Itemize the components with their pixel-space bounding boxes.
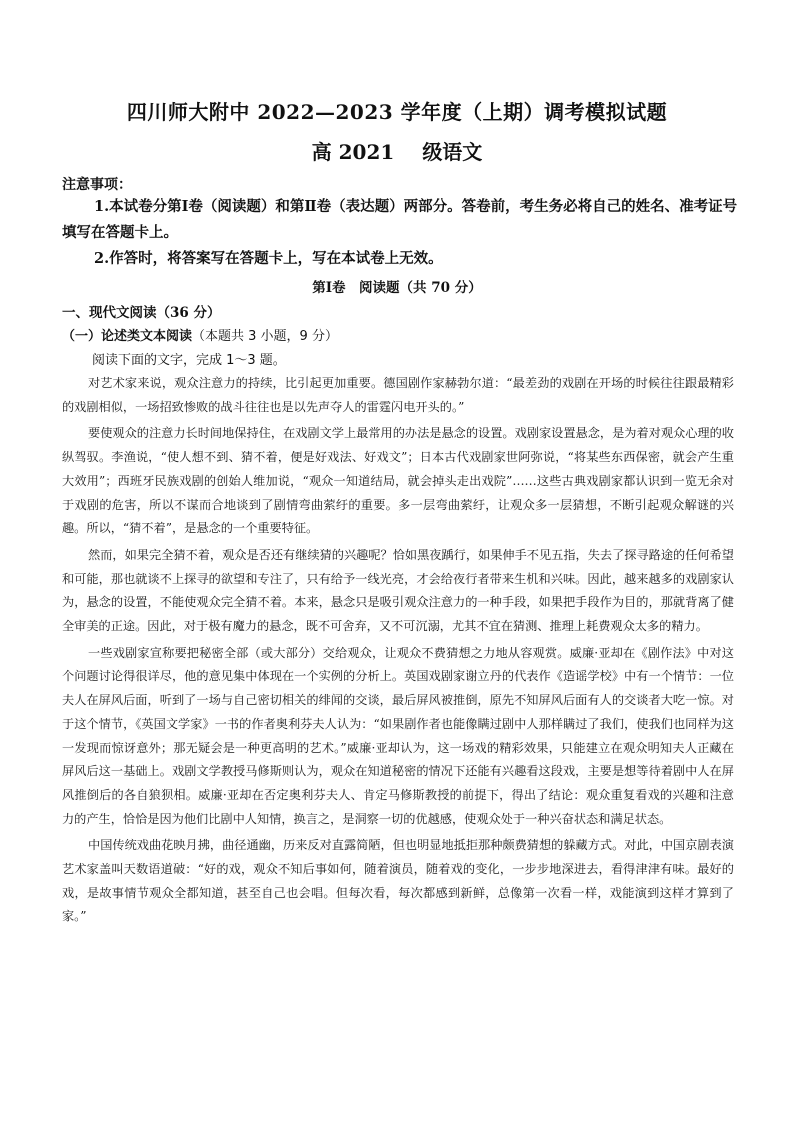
notes-heading: 注意事项： (62, 177, 132, 193)
instruction-text: 阅读下面的文字，完成 1～3 题。 (92, 353, 286, 368)
part-heading: 第Ⅰ卷 阅读题（共 70 分） (312, 280, 482, 296)
passage-paragraph: 中国传统戏曲花映月拂，曲径通幽，历来反对直露简陋，但也明显地抵拒那种颇费猜想的躲藏方式。对此，中国京剧表演艺术家盖叫天数语道破：“好的戏，观众不知后事如何，随着演员，随着戏的变化，一步步地深进去，看得津津有味。最好的戏，是故事情节观众全都知道，甚至自己也会唱。但每次看，每次都感到新鲜，总像第一次看一样，戏能演到这样才算到了家。” (62, 838, 734, 924)
passage-paragraph: 一些戏剧家宣称要把秘密全部（或大部分）交给观众，让观众不费猜想之力地从容观赏。威廉·亚却在《剧作法》中对这个问题讨论得很详尽，他的意见集中体现在一个实例的分析上。英国戏剧家谢立丹的代表作《造谣学校》中有一个情节：一位夫人在屏风后面，听到了一场与自己密切相关的绯闻的交谈，最后屏风被推倒，原先不知屏风后面有人的交谈者大吃一惊。对于这个情节，《英国文学家》一书的作者奥利芬夫人认为：“如果剧作者也能像瞒过剧中人那样瞒过了我们，使我们也同样为这一发现而惊讶意外；那无疑会是一种更高明的艺术。”威廉·亚却认为，这一场戏的精彩效果，只能建立在观众明知夫人正藏在屏风后这一基础上。戏剧文学教授马修斯则认为，观众在知道秘密的情况下还能有兴趣看这段戏，主要是想等待着剧中人在屏风推倒后的各自狼狈相。威廉·亚却在否定奥利芬夫人、肯定马修斯教授的前提下，得出了结论：观众重复看戏的兴趣和注意力的产生，恰恰是因为他们比剧中人知情，换言之，是洞察一切的优越感，使观众处于一种兴奋状态和满足状态。 (62, 645, 734, 826)
page-title: 四川师大附中 2022—2023 学年度（上期）调考模拟试题 (126, 100, 668, 124)
note-item-2: 2.作答时，将答案写在答题卡上，写在本试卷上无效。 (94, 250, 443, 267)
subsection-heading (62, 325, 338, 344)
subject-label: 级语文 (422, 140, 483, 164)
subsection-title: （一）论述类文本阅读 (62, 329, 193, 344)
reading-passage (62, 372, 734, 932)
passage-paragraph: 要使观众的注意力长时间地保持住，在戏剧文学上最常用的办法是悬念的设置。戏剧家设置悬念，是为着对观众心理的收纵驾驭。李渔说，“使人想不到、猜不着，便是好戏法、好戏文”；日本古代戏剧家世阿弥说，“将某些东西保密，就会产生重大效用”；西班牙民族戏剧的创始人维加说，“观众一知道结局，就会掉头走出戏院”……这些古典戏剧家都认识到一览无余对于戏剧的危害，所以不谋而合地谈到了剧情弯曲萦纡的重要。多一层弯曲萦纡，让观众多一层猜想，不断引起观众解谜的兴趣。所以，“猜不着”，是悬念的一个重要特征。 (62, 426, 734, 536)
page-subtitle (0, 136, 794, 165)
note-item-1: 1.本试卷分第Ⅰ卷（阅读题）和第Ⅱ卷（表达题）两部分。答卷前，考生务必将自己的姓名、准考证号填写在答题卡上。 (62, 198, 738, 241)
grade-label: 高 2021 (311, 140, 395, 164)
section-heading: 一、现代文阅读（36 分） (62, 305, 221, 321)
passage-paragraph: 对艺术家来说，观众注意力的持续，比引起更加重要。德国剧作家赫勃尔道：“最差劲的戏剧在开场的时候往往跟最精彩的戏剧相似，一场招致惨败的战斗往往也是以先声夺人的雷霆闪电开头的。” (62, 376, 734, 414)
passage-paragraph: 然而，如果完全猜不着，观众是否还有继续猜的兴趣呢？恰如黑夜踽行，如果伸手不见五指，失去了探寻路途的任何希望和可能，那也就谈不上探寻的欲望和专注了，只有给予一线光亮，才会给夜行者带来生机和兴味。因此，越来越多的戏剧家认为，悬念的设置，不能使观众完全猜不着。本来，悬念只是吸引观众注意力的一种手段，如果把手段作为目的，那就背离了健全审美的正途。因此，对于极有魔力的悬念，既不可舍弃，又不可沉溺，尤其不宜在猜测、推理上耗费观众太多的精力。 (62, 547, 734, 634)
subsection-note: （本题共 3 小题，9 分） (192, 329, 338, 344)
